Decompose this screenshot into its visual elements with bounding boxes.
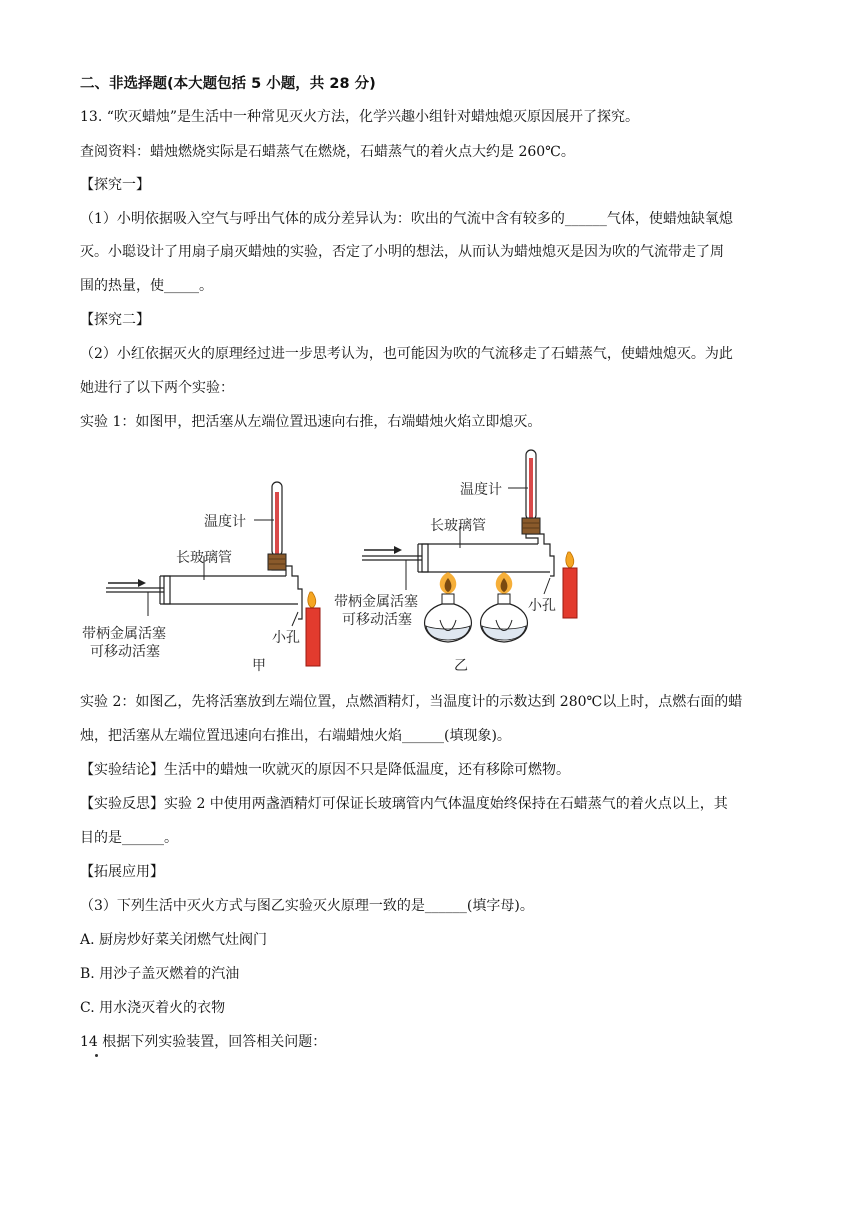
thermometer-b — [522, 450, 540, 534]
exp2-line1: 实验 2：如图乙，先将活塞放到左端位置，点燃酒精灯，当温度计的示数达到 280℃以上时，点燃右面的蜡 — [80, 694, 743, 710]
push-arrow-a — [108, 579, 146, 587]
label-small-hole-a: 小孔 — [272, 630, 300, 646]
candle-b — [563, 552, 577, 618]
thermometer-a — [268, 482, 286, 570]
glass-tube-a — [160, 566, 302, 619]
p1-line3: 围的热量，使_____。 — [80, 278, 213, 294]
label-piston-line1-a: 带柄金属活塞 — [82, 626, 166, 642]
option-a: A. 厨房炒好菜关闭燃气灶阀门 — [80, 932, 268, 948]
piston-a — [164, 576, 170, 604]
label-small-hole-b: 小孔 — [528, 598, 556, 614]
section-heading: 二、非选择题(本大题包括 5 小题，共 28 分) — [80, 76, 376, 92]
p3-text: （3）下列生活中灭火方式与图乙实验灭火原理一致的是______(填字母)。 — [80, 898, 534, 914]
option-c: C. 用水浇灭着火的衣物 — [80, 1000, 226, 1016]
alcohol-lamp-2 — [481, 572, 528, 642]
piston-rod-b — [362, 556, 424, 560]
q14-intro: 14 根据下列实验装置，回答相关问题： — [80, 1034, 327, 1050]
reflection-line1: 【实验反思】实验 2 中使用两盏酒精灯可保证长玻璃管内气体温度始终保持在石蜡蒸气的着火点以上，其 — [80, 796, 728, 812]
label-thermometer-b: 温度计 — [460, 482, 502, 498]
conclusion-text: 【实验结论】生活中的蜡烛一吹就灭的原因不只是降低温度，还有移除可燃物。 — [80, 762, 570, 778]
p2-line1: （2）小红依据灭火的原理经过进一步思考认为，也可能因为吹的气流移走了石蜡蒸气，使蜡烛熄灭。为此 — [80, 346, 733, 362]
explore2-title: 【探究二】 — [80, 312, 150, 328]
extension-title: 【拓展应用】 — [80, 864, 164, 880]
glass-tube-b — [418, 534, 554, 576]
label-figure-b: 乙 — [454, 658, 468, 674]
label-thermometer-a: 温度计 — [204, 514, 246, 530]
label-piston-line1-b: 带柄金属活塞 — [334, 594, 418, 610]
apparatus-figure — [76, 444, 596, 684]
explore1-title: 【探究一】 — [80, 177, 150, 193]
label-glass-tube-a: 长玻璃管 — [176, 550, 232, 566]
p1-line2: 灭。小聪设计了用扇子扇灭蜡烛的实验，否定了小明的想法，从而认为蜡烛熄灭是因为吹的气流带走了周 — [80, 244, 724, 260]
reflection-line2: 目的是______。 — [80, 830, 178, 846]
label-glass-tube-b: 长玻璃管 — [430, 518, 486, 534]
q13-reference: 查阅资料：蜡烛燃烧实际是石蜡蒸气在燃烧，石蜡蒸气的着火点大约是 260℃。 — [80, 144, 575, 160]
label-piston-line2-a: 可移动活塞 — [90, 644, 160, 660]
option-b: B. 用沙子盖灭燃着的汽油 — [80, 966, 240, 982]
p2-line2: 她进行了以下两个实验： — [80, 380, 234, 396]
push-arrow-b — [364, 546, 402, 554]
piston-rod-a — [106, 588, 166, 592]
candle-a — [306, 592, 320, 666]
p1-line1: （1）小明依据吸入空气与呼出气体的成分差异认为：吹出的气流中含有较多的______气体，使蜡烛缺氧熄 — [80, 211, 733, 227]
exp2-line2: 烛，把活塞从左端位置迅速向右推出，右端蜡烛火焰______(填现象)。 — [80, 728, 511, 744]
label-piston-line2-b: 可移动活塞 — [342, 612, 412, 628]
alcohol-lamp-1 — [425, 572, 472, 642]
stray-dot — [95, 1054, 98, 1057]
piston-b — [422, 544, 428, 572]
label-figure-a: 甲 — [252, 658, 266, 674]
exp1-text: 实验 1：如图甲，把活塞从左端位置迅速向右推，右端蜡烛火焰立即熄灭。 — [80, 414, 542, 430]
q13-intro: 13. “吹灭蜡烛”是生活中一种常见灭火方法，化学兴趣小组针对蜡烛熄灭原因展开了探究。 — [80, 109, 640, 125]
